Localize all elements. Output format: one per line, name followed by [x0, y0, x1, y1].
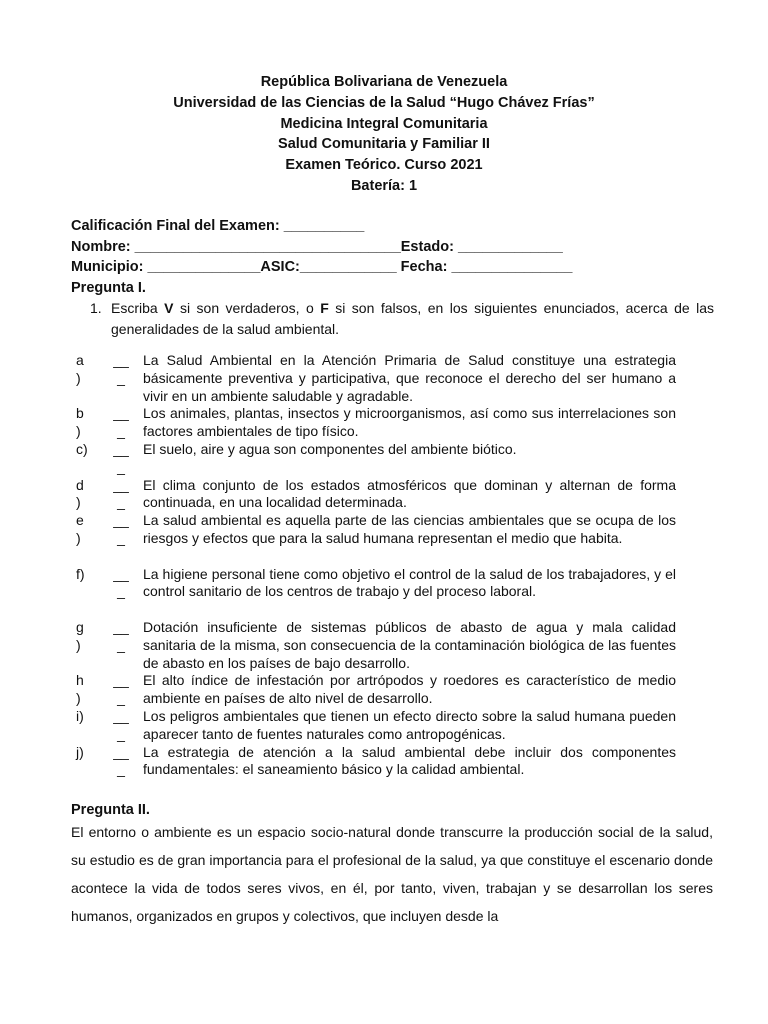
item-statement: El clima conjunto de los estados atmosféricos que dominan y alternan de forma continuada, en una localidad determinada. — [143, 476, 676, 511]
item-label: i) — [76, 707, 84, 724]
item-label: a ) — [76, 352, 84, 386]
pregunta-2-text: El entorno o ambiente es un espacio socio-natural donde transcurre la producción social de la salud, su estudio es de gran importancia para el profesional de la salud, ya que constituye el escenario donde acontece la vida de todos seres vivos, en él, por tanto, viven, trabajan y se desarrollan los seres humanos, organizados en grupos y colectivos, que incluyen desde la — [71, 824, 713, 924]
instruction-number: 1. — [90, 300, 102, 316]
header-battery: Batería: 1 — [350, 177, 418, 194]
item-label: f) — [76, 565, 85, 582]
document-header — [0, 72, 768, 197]
item-label: e ) — [76, 512, 84, 546]
item-statement: Los peligros ambientales que tienen un efecto directo sobre la salud humana pueden aparecer tanto de fuentes naturales como antropogénicas. — [143, 707, 676, 742]
answer-blank[interactable]: __ _ — [113, 405, 129, 440]
list-item — [76, 477, 676, 513]
pregunta-1-instruction — [90, 298, 714, 340]
list-item — [76, 672, 676, 708]
header-subject: Salud Comunitaria y Familiar II — [278, 136, 490, 153]
item-statement: Dotación insuficiente de sistemas públicos de abasto de agua y mala calidad sanitaria de la misma, son consecuencia de la contaminación biológica de las fuentes de abasto en los países de bajo desarrollo. — [143, 618, 676, 671]
list-item — [76, 405, 676, 441]
item-statement: El suelo, aire y agua son componentes del ambiente biótico. — [143, 440, 517, 457]
item-statement: La salud ambiental es aquella parte de las ciencias ambientales que se ocupa de los riesgos y efectos que para la salud humana representan el medio que habita. — [143, 512, 676, 546]
item-label: j) — [76, 743, 84, 760]
header-exam: Examen Teórico. Curso 2021 — [285, 157, 483, 174]
instruction-text: Escriba V si son verdaderos, o F si son falsos, en los siguientes enunciados, acerca de las generalidades de la salud ambiental. — [111, 300, 715, 337]
field-calificacion: Calificación Final del Examen: __________ — [71, 218, 365, 234]
student-fields — [71, 216, 721, 298]
list-item — [76, 708, 676, 744]
header-country: República Bolivariana de Venezuela — [260, 74, 508, 90]
list-item — [76, 619, 676, 672]
list-item — [76, 566, 676, 619]
header-program: Medicina Integral Comunitaria — [280, 115, 488, 132]
answer-blank[interactable]: __ _ — [113, 743, 129, 778]
item-statement: El alto índice de infestación por artrópodos y roedores es característico de medio ambiente en países de alto nivel de desarrollo. — [143, 672, 676, 707]
item-statement: La Salud Ambiental en la Atención Primaria de Salud constituye una estrategia básicamente preventiva y participativa, que reconoce el derecho del ser humano a vivir en un ambiente saludable y agradable. — [143, 352, 676, 404]
answer-blank[interactable]: __ _ — [113, 565, 129, 600]
field-municipio-asic-fecha: Municipio: ______________ASIC:____________ Fecha: _______________ — [71, 259, 573, 276]
pregunta-2-title: Pregunta II. — [71, 802, 150, 818]
answer-blank[interactable]: __ _ — [113, 512, 129, 546]
field-nombre-estado: Nombre: _________________________________Estado: _____________ — [71, 238, 563, 255]
item-label: g ) — [76, 618, 84, 653]
item-statement: La higiene personal tiene como objetivo el control de la salud de los trabajadores, y el control sanitario de los centros de trabajo y del proceso laboral. — [143, 565, 676, 600]
list-item — [76, 744, 676, 780]
list-item — [76, 441, 676, 477]
list-item — [76, 352, 676, 405]
item-label: d ) — [76, 476, 84, 511]
answer-blank[interactable]: __ _ — [113, 672, 129, 707]
answer-blank[interactable]: __ _ — [113, 440, 129, 475]
item-statement: Los animales, plantas, insectos y microorganismos, así como sus interrelaciones son factores ambientales de tipo físico. — [143, 405, 676, 440]
item-label: c) — [76, 440, 88, 457]
item-label: b ) — [76, 405, 84, 440]
answer-blank[interactable]: __ _ — [113, 707, 129, 742]
answer-blank[interactable]: __ _ — [113, 618, 129, 653]
item-label: h ) — [76, 672, 84, 707]
answer-blank[interactable]: __ _ — [113, 476, 129, 511]
header-university: Universidad de las Ciencias de la Salud “Hugo Chávez Frías” — [173, 94, 595, 111]
true-false-items — [76, 352, 676, 779]
answer-blank[interactable]: __ _ — [113, 352, 129, 386]
item-statement: La estrategia de atención a la salud ambiental debe incluir dos componentes fundamentales: el saneamiento básico y la calidad ambiental. — [143, 743, 676, 778]
pregunta-1-title: Pregunta I. — [71, 279, 146, 296]
list-item — [76, 512, 676, 565]
